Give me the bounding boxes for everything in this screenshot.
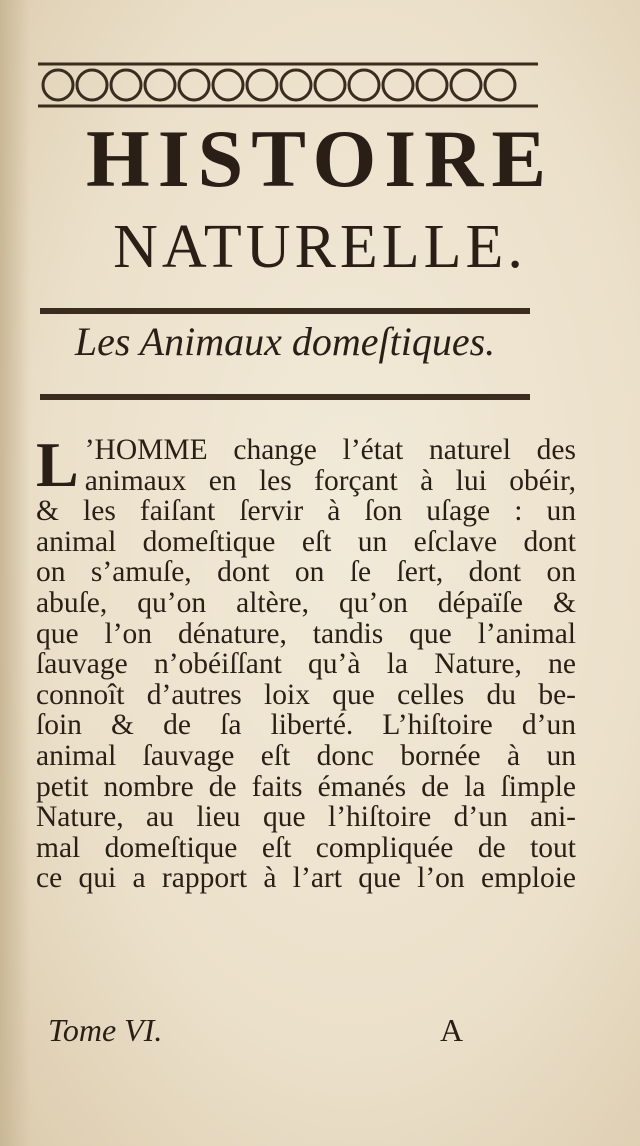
text-line: & les faiſant ſervir à ſon uſage : un xyxy=(36,495,576,528)
text-line: abuſe, qu’on altère, qu’on dépaïſe & xyxy=(36,586,576,619)
divider-rule xyxy=(40,392,530,402)
text-line: ſauvage n’obéiſſant qu’à la Nature, ne xyxy=(36,648,576,681)
volume-label: Tome VI. xyxy=(48,1012,163,1048)
section-heading: Les Animaux domeſtiques. xyxy=(74,319,496,364)
divider-rule xyxy=(40,306,530,316)
text-line: connoît d’autres loix que celles du be- xyxy=(36,678,576,711)
signature-mark: A xyxy=(440,1012,464,1048)
text-line: animal ſauvage eſt donc bornée à un xyxy=(36,739,576,772)
text-line: mal domeſtique eſt compliquée de tout xyxy=(36,831,576,864)
text-line: on s’amuſe, dont on ſe ſert, dont on xyxy=(36,556,576,589)
page-subtitle: NATURELLE. xyxy=(113,213,527,281)
text-line: ce qui a rapport à l’art que l’on emploie xyxy=(36,862,576,895)
page-footer xyxy=(48,1012,548,1049)
page-title: HISTOIRE xyxy=(85,113,555,204)
drop-cap: L xyxy=(36,429,79,500)
text-line: animaux en les forçant à lui obéir, xyxy=(84,464,576,497)
body-paragraph xyxy=(36,429,576,895)
ornamental-border-icon xyxy=(38,62,538,108)
text-line: Nature, au lieu que l’hiſtoire d’un ani- xyxy=(36,801,576,834)
text-line: ſoin & de ſa liberté. L’hiſtoire d’un xyxy=(36,709,576,742)
text-line: ’HOMME change l’état naturel des xyxy=(84,434,576,466)
text-line: animal domeſtique eſt un eſclave dont xyxy=(36,525,576,558)
text-line: petit nombre de faits émanés de la ſimple xyxy=(36,770,576,803)
text-line: que l’on dénature, tandis que l’animal xyxy=(36,617,576,650)
